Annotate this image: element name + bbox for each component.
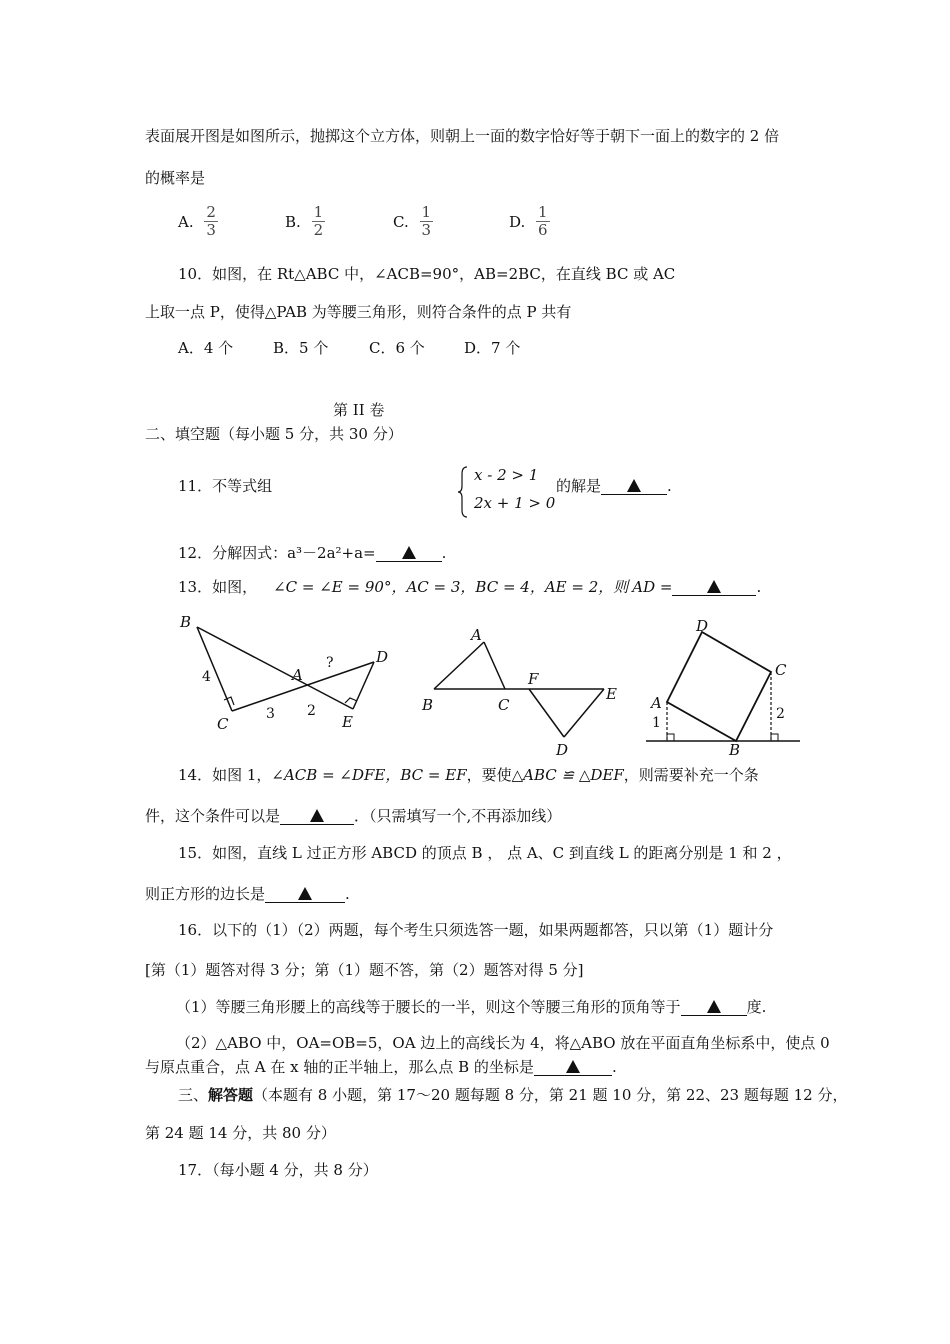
q10-line2: 上取一点 P，使得△PAB 为等腰三角形，则符合条件的点 P 共有 (145, 303, 572, 321)
part2-title: 第 II 卷 (333, 401, 385, 419)
label-side-4: 4 (202, 669, 211, 685)
figure-2 (418, 620, 628, 760)
label-b: B (729, 741, 741, 755)
q16-sub2-line1: （2）△ABO 中，OA=OB=5，OA 边上的高线长为 4，将△ABO 放在平面直角坐标系中，使点 0 (176, 1034, 830, 1052)
answer-blank[interactable] (601, 476, 667, 495)
inequality-system (458, 466, 558, 520)
q10-option-b[interactable]: B．5 个 (273, 339, 329, 357)
label-f: F (528, 670, 539, 688)
label-b: B (422, 696, 434, 714)
label-d: D (556, 741, 569, 759)
inequality-row-2: 2x + 1 > 0 (474, 494, 556, 512)
q9-line1: 表面展开图是如图所示，抛掷这个立方体，则朝上一面的数字恰好等于朝下一面上的数字的 2 倍 (145, 127, 780, 145)
label-question: ? (326, 655, 334, 671)
label-e: E (342, 713, 353, 731)
fraction: $\frac{2}{3}$ (206, 203, 216, 239)
answer-blank[interactable] (681, 997, 747, 1016)
answer-blank[interactable] (672, 577, 756, 596)
q16-line1: 16．以下的（1）（2）两题，每个考生只须选答一题，如果两题都答，只以第（1）题计分 (178, 921, 774, 939)
inequality-row-1: x - 2 > 1 (474, 466, 539, 484)
fraction: $\frac{1}{3}$ (421, 203, 432, 239)
label-c: C (498, 696, 510, 714)
answer-blank[interactable] (265, 884, 345, 903)
label-a: A (471, 626, 482, 644)
label-side-2: 2 (307, 703, 316, 719)
triangle-icon (707, 1000, 721, 1013)
triangle-icon (627, 479, 641, 492)
label-c: C (217, 715, 229, 733)
triangle-icon (298, 887, 312, 900)
q16-sub2-line2: 与原点重合，点 A 在 x 轴的正半轴上，那么点 B 的坐标是 . (145, 1058, 617, 1076)
q11-prefix: 11．不等式组 (178, 477, 273, 495)
fraction: $\frac{1}{6}$ (538, 203, 548, 239)
q10-line1: 10．如图，在 Rt△ABC 中，∠ACB=90°，AB=2BC，在直线 BC 或 AC (178, 265, 676, 283)
figure-1 (170, 610, 400, 740)
q14-line2: 件，这个条件可以是 ．（只需填写一个,不再添加线） (145, 807, 562, 825)
q9-option-b[interactable] (285, 204, 325, 239)
brace-icon (458, 466, 468, 518)
q15-line2: 则正方形的边长是 . (145, 885, 350, 903)
answer-blank[interactable] (376, 543, 442, 562)
answer-blank[interactable] (280, 806, 354, 825)
triangle-icon (310, 809, 324, 822)
label-dist-1: 1 (652, 715, 661, 731)
option-label: B. (285, 212, 301, 231)
label-d: D (696, 617, 709, 635)
q10-option-d[interactable]: D．7 个 (464, 339, 521, 357)
label-dist-2: 2 (776, 706, 785, 722)
label-c: C (775, 661, 787, 679)
q9-option-c[interactable] (393, 204, 433, 239)
q12-line: 12．分解因式：a³－2a²+a= . (178, 544, 447, 562)
triangle-icon (566, 1060, 580, 1073)
q10-option-c[interactable]: C．6 个 (369, 339, 425, 357)
label-side-3: 3 (266, 706, 275, 722)
section-title: 二、填空题（每小题 5 分，共 30 分） (145, 425, 403, 443)
q16-sub1: （1）等腰三角形腰上的高线等于腰长的一半，则这个等腰三角形的顶角等于 度. (176, 998, 767, 1016)
triangle-icon (402, 546, 416, 559)
q10-option-a[interactable]: A．4 个 (178, 339, 234, 357)
option-label: C. (393, 212, 409, 231)
option-label: D. (509, 212, 526, 231)
triangle-icon (707, 580, 721, 593)
part3-line2: 第 24 题 14 分，共 80 分） (145, 1124, 336, 1142)
label-b: B (180, 613, 192, 631)
q14-line1: 14．如图 1，∠ACB = ∠DFE，BC = EF，要使△ABC ≌ △DEF，则需要补充一个条 (178, 766, 759, 784)
q9-line2: 的概率是 (145, 169, 206, 187)
q9-option-d[interactable] (509, 204, 550, 239)
part3-line1: 三、解答题（本题有 8 小题，第 17～20 题每题 8 分，第 21 题 10 分，第 22、23 题每题 12 分， (178, 1086, 848, 1104)
option-label: A. (178, 212, 194, 231)
label-e: E (606, 685, 617, 703)
figure-3 (640, 615, 810, 755)
q13-line: 13．如图， ∠C = ∠E = 90°，AC = 3，BC = 4，AE = 2，则 AD = . (178, 578, 762, 596)
label-a: A (292, 666, 303, 684)
label-d: D (376, 648, 389, 666)
label-a: A (651, 694, 662, 712)
q11-answer-line: 的解是 . (556, 477, 672, 495)
q17-line: 17．（每小题 4 分，共 8 分） (178, 1161, 378, 1179)
answer-blank[interactable] (534, 1057, 612, 1076)
q9-option-a[interactable] (178, 204, 218, 239)
q15-line1: 15．如图，直线 L 过正方形 ABCD 的顶点 B ， 点 A、C 到直线 L 的距离分别是 1 和 2 ， (178, 844, 792, 862)
fraction: $\frac{1}{2}$ (313, 203, 324, 239)
q16-line2: [第（1）题答对得 3 分；第（1）题不答，第（2）题答对得 5 分] (145, 961, 584, 979)
